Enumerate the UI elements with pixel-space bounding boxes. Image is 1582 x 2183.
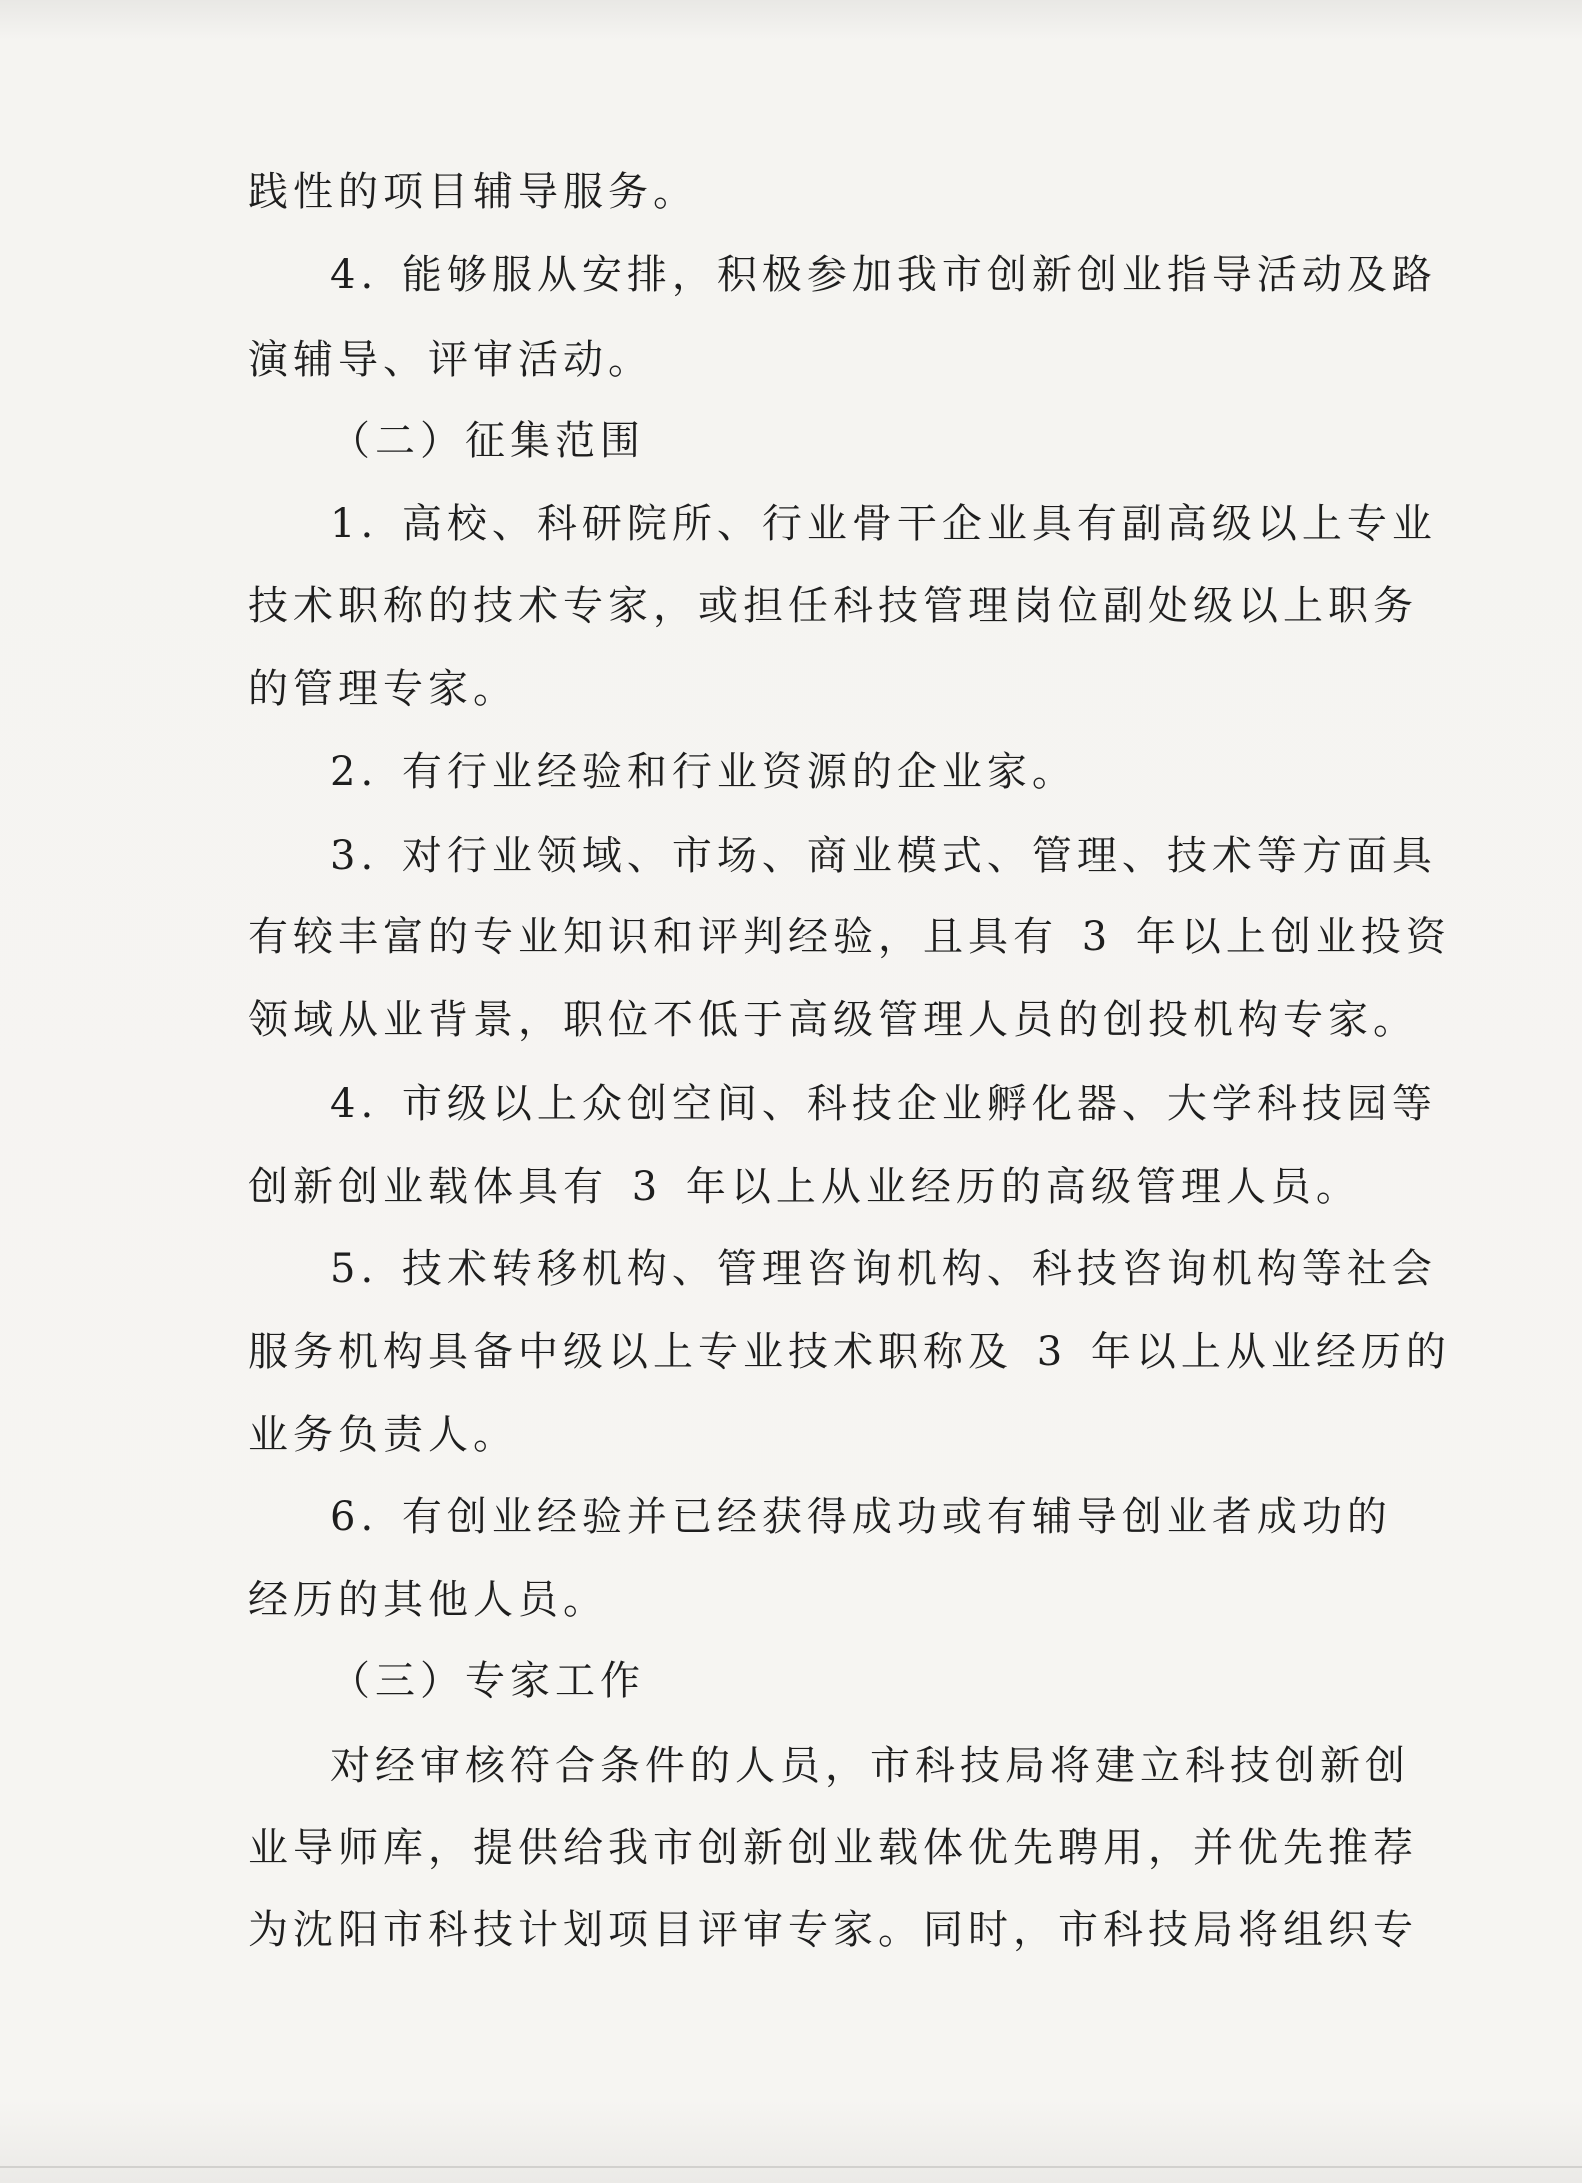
text-line: 业务负责人。 xyxy=(248,1412,518,1458)
text-line: 1. 高校、科研院所、行业骨干企业具有副高级以上专业 xyxy=(330,501,1437,547)
text-line: 的管理专家。 xyxy=(248,666,518,712)
text-line: 有较丰富的专业知识和评判经验，且具有 3 年以上创业投资 xyxy=(248,914,1451,960)
text-line: 演辅导、评审活动。 xyxy=(248,337,653,383)
text-line: 践性的项目辅导服务。 xyxy=(248,169,698,215)
text-line: 对经审核符合条件的人员，市科技局将建立科技创新创 xyxy=(330,1743,1410,1789)
text-line: 4. 能够服从安排，积极参加我市创新创业指导活动及路 xyxy=(330,252,1437,298)
text-line: 6. 有创业经验并已经获得成功或有辅导创业者成功的 xyxy=(330,1494,1392,1540)
text-line: 5. 技术转移机构、管理咨询机构、科技咨询机构等社会 xyxy=(330,1246,1437,1292)
text-line: 2. 有行业经验和行业资源的企业家。 xyxy=(330,749,1077,795)
text-line: 经历的其他人员。 xyxy=(248,1577,608,1623)
text-line: 服务机构具备中级以上专业技术职称及 3 年以上从业经历的 xyxy=(248,1329,1451,1375)
section-heading: （三）专家工作 xyxy=(330,1658,645,1704)
text-line: 技术职称的技术专家，或担任科技管理岗位副处级以上职务 xyxy=(248,583,1418,629)
text-line: 3. 对行业领域、市场、商业模式、管理、技术等方面具 xyxy=(330,833,1437,879)
text-line: 创新创业载体具有 3 年以上从业经历的高级管理人员。 xyxy=(248,1164,1361,1210)
text-line: 为沈阳市科技计划项目评审专家。同时，市科技局将组织专 xyxy=(248,1907,1418,1953)
section-heading: （二）征集范围 xyxy=(330,418,645,464)
text-line: 4. 市级以上众创空间、科技企业孵化器、大学科技园等 xyxy=(330,1081,1437,1127)
scan-edge-divider xyxy=(0,2166,1582,2168)
text-line: 领域从业背景，职位不低于高级管理人员的创投机构专家。 xyxy=(248,997,1418,1043)
text-line: 业导师库，提供给我市创新创业载体优先聘用，并优先推荐 xyxy=(248,1825,1418,1871)
